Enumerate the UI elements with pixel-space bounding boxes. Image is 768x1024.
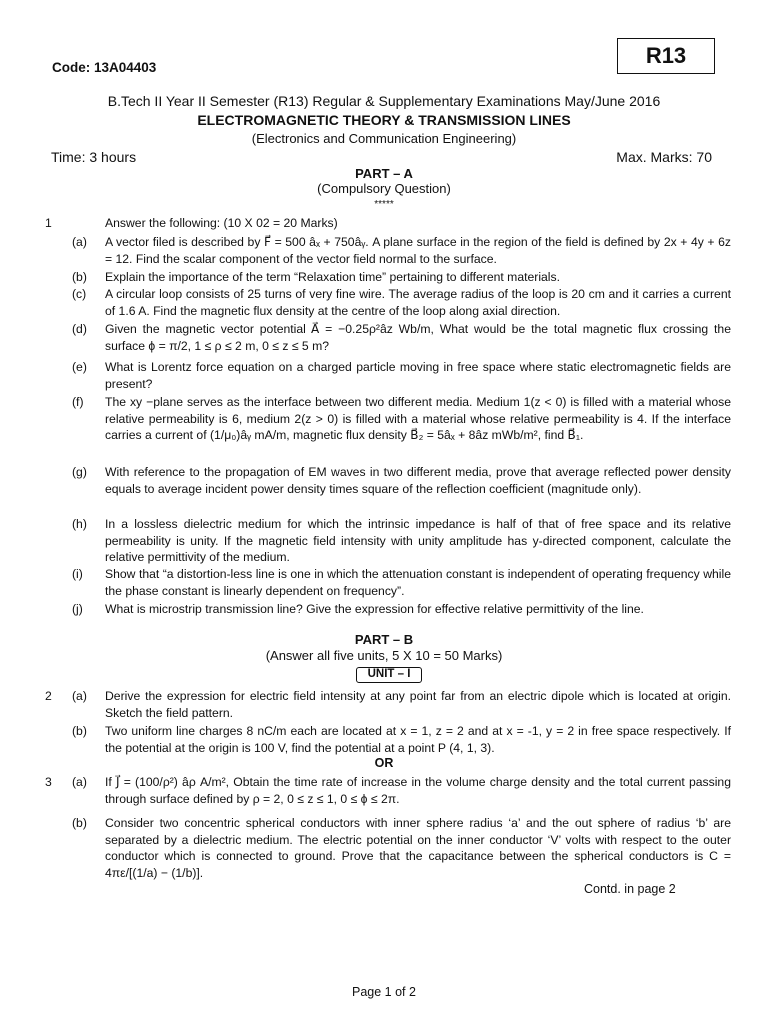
part-a-title: PART – A (355, 166, 413, 181)
item-label: (a) (72, 689, 87, 703)
item-label: (b) (72, 724, 87, 738)
part-b-title: PART – B (354, 632, 414, 647)
item-label: (c) (72, 287, 87, 301)
question-number: 3 (45, 775, 52, 789)
question-intro: Answer the following: (10 X 02 = 20 Marks) (105, 216, 338, 230)
regulation-box: R13 (617, 38, 715, 74)
question-text: If J⃗ = (100/ρ²) âρ A/m², Obtain the time rate of increase in the volume charge density and the total current passing through surface defined by ρ = 2, 0 ≤ z ≤ 1, 0 ≤ ϕ ≤ 2π. (105, 775, 731, 806)
item-label: (a) (72, 775, 87, 789)
item-label: (a) (72, 235, 87, 249)
item-label: (f) (72, 395, 84, 409)
question-text: With reference to the propagation of EM waves in two different media, prove that average reflected power density equals to average incident power density times square of the reflection coefficient (magnitude only). (105, 465, 731, 496)
item-label: (i) (72, 567, 83, 581)
exam-title: B.Tech II Year II Semester (R13) Regular & Supplementary Examinations May/June 2016 (107, 93, 661, 109)
question-text: What is microstrip transmission line? Give the expression for effective relative permittivity of the line. (105, 602, 644, 616)
question-number: 2 (45, 689, 52, 703)
continued-note: Contd. in page 2 (584, 882, 676, 896)
question-text: Two uniform line charges 8 nC/m each are located at x = 1, z = 2 and at x = -1, y = 2 in free space respectively. If the potential at the origin is 100 V, find the potential at a point P (4, 1, 3). (105, 724, 731, 755)
question-number: 1 (45, 216, 52, 230)
item-label: (e) (72, 360, 87, 374)
item-label: (d) (72, 322, 87, 336)
part-b-subtitle: (Answer all five units, 5 X 10 = 50 Marks) (265, 648, 503, 663)
question-text: A vector filed is described by F⃗ = 500 âₓ + 750âᵧ. A plane surface in the region of the field is defined by 2x + 4y + 6z = 12. Find the scalar component of the vector field normal to the surface. (105, 235, 731, 266)
question-text: Given the magnetic vector potential A⃗ = −0.25ρ²âz Wb/m, What would be the total magnetic flux crossing the surface ϕ = π/2, 1 ≤ ρ ≤ 2 m, 0 ≤ z ≤ 5 m? (105, 322, 731, 353)
question-text: A circular loop consists of 25 turns of very fine wire. The average radius of the loop is 20 cm and it carries a current of 1.6 A. Find the magnetic flux density at the centre of the loop along axial direction. (105, 287, 731, 318)
item-label: (g) (72, 465, 87, 479)
question-text: Derive the expression for electric field intensity at any point far from an electric dipole which is located at origin. Sketch the field pattern. (105, 689, 731, 720)
subject-title: ELECTROMAGNETIC THEORY & TRANSMISSION LINES (197, 112, 571, 128)
unit-box: UNIT – I (356, 667, 422, 683)
item-label: (b) (72, 816, 87, 830)
item-label: (j) (72, 602, 83, 616)
question-text: Consider two concentric spherical conductors with inner sphere radius ‘a’ and the out sphere of radius ‘b’ are separated by a dielectric medium. The electric potential on the inner conductor ‘V’ volts with respect to the outer conductor which is connected to ground. Prove that the capacitance between the spherical conductors is C = 4πε/[(1/a) − (1/b)]. (105, 816, 731, 881)
item-label: (h) (72, 517, 87, 531)
part-a-subtitle: (Compulsory Question) (317, 181, 451, 196)
question-text: Show that “a distortion-less line is one in which the attenuation constant is independent of operating frequency while the phase constant is linearly dependent on frequency”. (105, 567, 731, 598)
max-marks: Max. Marks: 70 (616, 149, 712, 165)
question-text: The xy −plane serves as the interface between two different media. Medium 1(z < 0) is filled with a material whose relative permeability is 6, medium 2(z > 0) is filled with a material whose relative permeability is 4. If the interface carries a current of (1/μ₀)âᵧ mA/m, magnetic flux density B⃗₂ = 5âₓ + 8âz mWb/m², find B⃗₁. (105, 395, 731, 443)
or-separator: OR (374, 756, 394, 770)
branch: (Electronics and Communication Engineering) (251, 131, 517, 146)
item-label: (b) (72, 270, 87, 284)
question-text: Explain the importance of the term “Relaxation time” pertaining to different materials. (105, 270, 560, 284)
paper-code: Code: 13A04403 (52, 60, 157, 75)
question-text: What is Lorentz force equation on a charged particle moving in free space where static electromagnetic fields are present? (105, 360, 731, 391)
time-allowed: Time: 3 hours (51, 149, 137, 165)
stars-divider: ***** (374, 199, 394, 210)
page-number: Page 1 of 2 (352, 985, 416, 999)
question-text: In a lossless dielectric medium for which the intrinsic impedance is half of that of free space and its relative permeability is unity. If the magnetic field intensity with unity amplitude has y-directed component, calculate the relative permittivity of the medium. (105, 517, 731, 565)
